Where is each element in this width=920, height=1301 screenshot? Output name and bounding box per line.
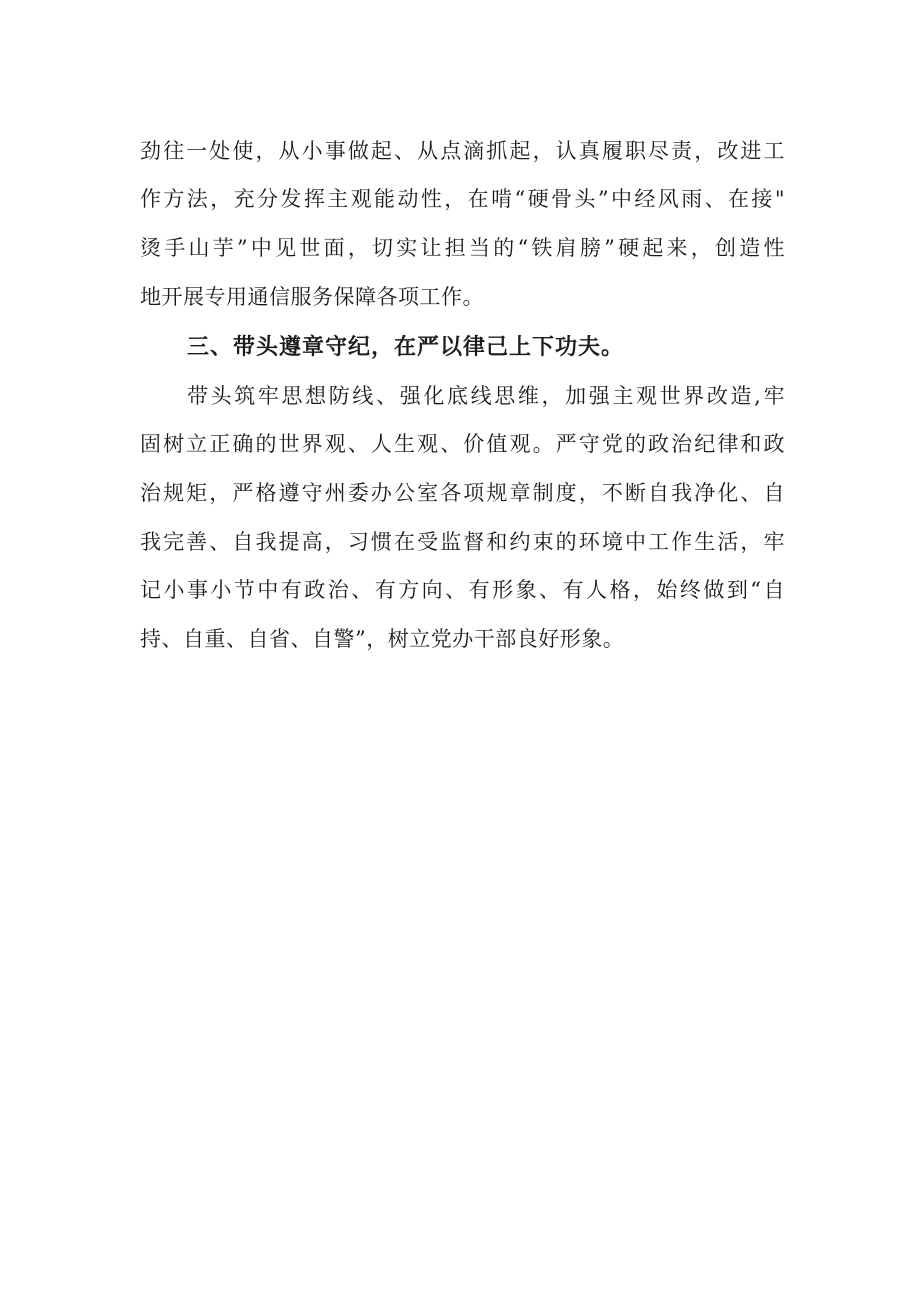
paragraph2-line-1: 带头筑牢思想防线、强化底线思维，加强主观世界改造,牢: [187, 384, 785, 408]
paragraph2-line-6: 持、自重、自省、自警”，树立党办干部良好形象。: [140, 627, 625, 651]
paragraph1-line-1: 劲往一处使，从小事做起、从点滴抓起，认真履职尽责，改进工: [140, 139, 785, 163]
paragraph1-line-2: 作方法，充分发挥主观能动性，在啃“硬骨头”中经风雨、在接": [140, 187, 785, 211]
section-heading-3: 三、带头遵章守纪，在严以律己上下功夫。: [187, 335, 625, 360]
paragraph1-line-3: 烫手山芋”中见世面，切实让担当的“铁肩膀”硬起来，创造性: [140, 236, 785, 260]
paragraph2-line-3: 治规矩，严格遵守州委办公室各项规章制度，不断自我净化、自: [140, 481, 785, 505]
paragraph2-line-4: 我完善、自我提高，习惯在受监督和约束的环境中工作生活，牢: [140, 530, 785, 554]
paragraph2-line-2: 固树立正确的世界观、人生观、价值观。严守党的政治纪律和政: [140, 432, 785, 456]
paragraph1-line-4: 地开展专用通信服务保障各项工作。: [140, 285, 484, 309]
paragraph2-line-5: 记小事小节中有政治、有方向、有形象、有人格，始终做到“自: [140, 578, 785, 602]
